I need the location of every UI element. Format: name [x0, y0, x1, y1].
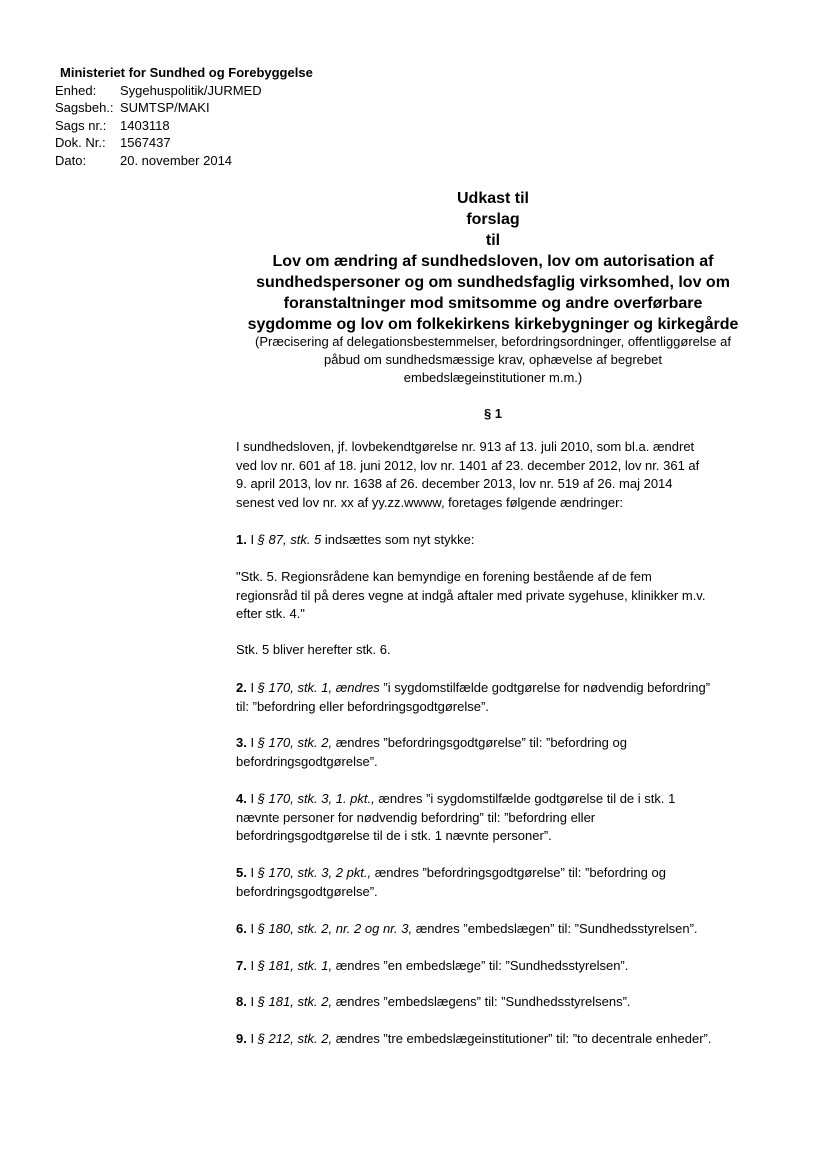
ministry-name: Ministeriet for Sundhed og Forebyggelse [60, 65, 313, 80]
amendment-item-2: 2. I § 170, stk. 1, ændres ”i sygdomstilfælde godtgørelse for nødvendig befordring” til: ”befordring eller befordringsgodtgørelse”. [236, 680, 711, 714]
amendment-item-1: 1. I § 87, stk. 5 indsættes som nyt stykke: [236, 532, 475, 547]
amendment-item-6: 6. I § 180, stk. 2, nr. 2 og nr. 3, ændres ”embedslægen” til: ”Sundhedsstyrelsen”. [236, 921, 698, 936]
document-header [55, 64, 313, 170]
document-subtitle: (Præcisering af delegationsbestemmelser, befordringsordninger, offentliggørelse af påbud om sundhedsmæssige krav, ophævelse af begrebet embedslægeinstitutioner m.m.) [255, 334, 731, 385]
quoted-text: "Stk. 5. Regionsrådene kan bemyndige en forening bestående af de fem regionsråd til på deres vegne at indgå aftaler med private sygehuse, klinikker m.v. efter stk. 4." [236, 569, 706, 621]
header-row: Sags nr.: 1403118 [55, 117, 170, 133]
header-row: Sagsbeh.: SUMTSP/MAKI [55, 100, 210, 116]
amendment-item-8: 8. I § 181, stk. 2, ændres ”embedslægens” til: ”Sundhedsstyrelsens”. [236, 994, 631, 1009]
amendment-item-7: 7. I § 181, stk. 1, ændres ”en embedslæge” til: ”Sundhedsstyrelsen”. [236, 958, 629, 973]
amendment-item-9: 9. I § 212, stk. 2, ændres ”tre embedslægeinstitutioner” til: ”to decentrale enheder”. [236, 1031, 712, 1046]
amendment-item-4: 4. I § 170, stk. 3, 1. pkt., ændres ”i sygdomstilfælde godtgørelse til de i stk. 1 nævnte personer for nødvendig befordring” til: ”befordring eller befordringsgodtgørelse til de i stk. 1 nævnte personer”. [236, 791, 676, 843]
amendment-item-3: 3. I § 170, stk. 2, ændres ”befordringsgodtgørelse” til: ”befordring og befordringsgodtgørelse”. [236, 735, 627, 769]
header-row: Dato: 20. november 2014 [55, 152, 233, 168]
section-heading: § 1 [483, 406, 503, 421]
header-row: Enhed: Sygehuspolitik/JURMED [55, 82, 262, 98]
stk-note: Stk. 5 bliver herefter stk. 6. [236, 642, 391, 657]
amendment-item-5: 5. I § 170, stk. 3, 2 pkt., ændres ”befordringsgodtgørelse” til: ”befordring og befordringsgodtgørelse”. [236, 865, 666, 899]
intro-paragraph: I sundhedsloven, jf. lovbekendtgørelse nr. 913 af 13. juli 2010, som bl.a. ændret ved lov nr. 601 af 18. juni 2012, lov nr. 1401 af 23. december 2012, lov nr. 361 af 9. april 2013, lov nr. 1638 af 26. december 2013, lov nr. 519 af 26. maj 2014 senest ved lov nr. xx af yy.zz.wwww, foretages følgende ændringer: [236, 439, 700, 510]
document-title: Udkast til forslag til Lov om ændring af sundhedsloven, lov om autorisation af sundhedspersoner og om sundhedsfaglig virksomhed, lov om foranstaltninger mod smitsomme og andre overførbare sygdomme og lov om folkekirkens kirkebygninger og kirkegårde [247, 190, 739, 333]
header-row: Dok. Nr.: 1567437 [55, 135, 171, 151]
